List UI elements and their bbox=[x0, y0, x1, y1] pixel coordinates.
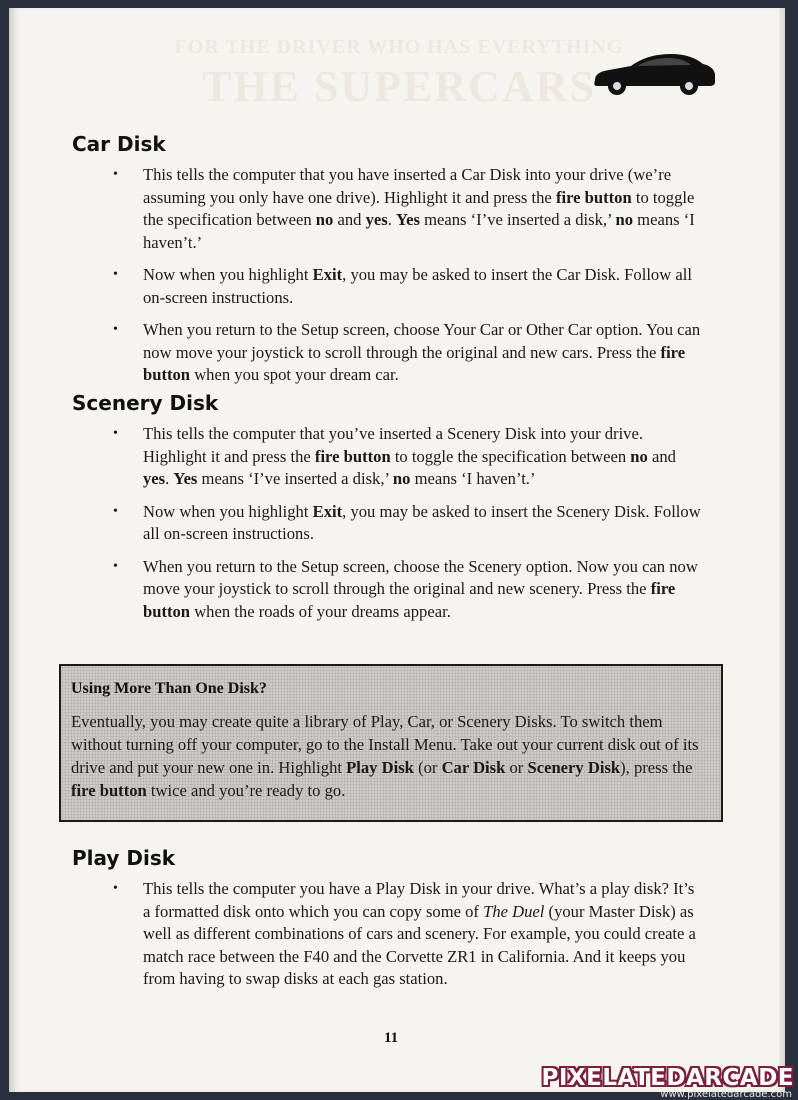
emphasis-text: no bbox=[315, 210, 334, 229]
manual-page bbox=[9, 8, 785, 1092]
emphasis-text: no bbox=[630, 446, 648, 466]
car-disk-heading: Car Disk bbox=[72, 132, 166, 156]
watermark-logo: PIXELATEDARCADE bbox=[541, 1065, 794, 1091]
bullet-text: This tells the computer that you have inserted a Car Disk into your drive (we’re assuming you only have one drive). Highlight it and press the fire button to toggle the specification between no and yes. Yes means ‘I’ve inserted a disk,’ no means ‘I haven’t.’ bbox=[143, 165, 695, 252]
callout-title: Using More Than One Disk? bbox=[71, 680, 267, 697]
emphasis-text: yes bbox=[365, 210, 388, 229]
play-disk-heading: Play Disk bbox=[72, 846, 176, 870]
car-disk-list bbox=[113, 164, 703, 387]
emphasis-text: fire button bbox=[143, 579, 676, 621]
emphasis-text: Exit bbox=[312, 265, 343, 284]
list-item: • This tells the computer that you have inserted a Car Disk into your drive (we’re assuming you only have one drive). Highlight it and press the fire button to toggle the specification between no and yes. Yes means ‘I’ve inserted a disk,’ no means ‘I haven’t.’ bbox=[113, 165, 695, 252]
emphasis-text: no bbox=[615, 210, 634, 229]
bullet-text: Now when you highlight Exit, you may be asked to insert the Car Disk. Follow all on-screen instructions. bbox=[143, 265, 692, 307]
emphasis-text: Play Disk bbox=[346, 758, 414, 777]
emphasis-text: fire button bbox=[71, 781, 147, 800]
emphasis-text: Yes bbox=[173, 469, 198, 488]
emphasis-text: no bbox=[392, 469, 411, 488]
bullet-text: This tells the computer that you’ve inserted a Scenery Disk into your drive. Highlight it and press the fire button to toggle the specification between no and yes. Yes means ‘I’ve inserted a disk,’ no means ‘I haven’t.’ bbox=[143, 424, 676, 488]
bullet-text: This tells the computer you have a Play Disk in your drive. What’s a play disk? It’s a formatted disk onto which you can copy some of The Duel (your Master Disk) as well as different combinations of cars and scenery. For example, you could create a match race between the F40 and the Corvette ZR1 in California. And it keeps you from having to swap disks at each gas station. bbox=[143, 879, 696, 988]
supercar-icon bbox=[587, 48, 719, 100]
bullet-text: Now when you highlight Exit, you may be asked to insert the Scenery Disk. Follow all on-screen instructions. bbox=[143, 501, 701, 543]
emphasis-text: Exit bbox=[312, 501, 343, 521]
scenery-disk-heading: Scenery Disk bbox=[72, 391, 219, 415]
multiple-disks-callout bbox=[59, 664, 723, 822]
list-item: • Now when you highlight Exit, you may be asked to insert the Scenery Disk. Follow all on-screen instructions. bbox=[113, 501, 701, 543]
emphasis-text: The Duel bbox=[483, 901, 545, 921]
list-item: • This tells the computer that you’ve inserted a Scenery Disk into your drive. Highlight it and press the fire button to toggle the specification between no and yes. Yes means ‘I’ve inserted a disk,’ no means ‘I haven’t.’ bbox=[113, 424, 676, 488]
emphasis-text: yes bbox=[143, 469, 166, 488]
emphasis-text: Yes bbox=[396, 210, 420, 229]
emphasis-text: Car Disk bbox=[441, 758, 506, 777]
callout-body: Eventually, you may create quite a library of Play, Car, or Scenery Disks. To switch them without turning off your computer, go to the Install Menu. Take out your current disk out of its drive and put your new one in. Highlight Play Disk (or Car Disk or Scenery Disk), press the fire button twice and you’re ready to go. bbox=[71, 712, 699, 800]
watermark-url: www.pixelatedarcade.com bbox=[660, 1089, 792, 1100]
bullet-text: When you return to the Setup screen, choose Your Car or Other Car option. You can now move your joystick to scroll through the original and new cars. Press the fire button when you spot your dream car. bbox=[143, 320, 701, 384]
page-edge bbox=[779, 8, 785, 1092]
play-disk-list bbox=[113, 878, 703, 991]
list-item: • Now when you highlight Exit, you may be asked to insert the Car Disk. Follow all on-screen instructions. bbox=[113, 265, 692, 307]
scenery-disk-list bbox=[113, 423, 703, 623]
bleed-line-1: FOR THE DRIVER WHO HAS EVERYTHING bbox=[174, 36, 624, 58]
list-item: • This tells the computer you have a Play Disk in your drive. What’s a play disk? It’s a formatted disk onto which you can copy some of The Duel (your Master Disk) as well as different combinations of cars and scenery. For example, you could create a match race between the F40 and the Corvette ZR1 in California. And it keeps you from having to swap disks at each gas station. bbox=[113, 879, 696, 988]
watermark bbox=[541, 1065, 798, 1100]
list-item: • When you return to the Setup screen, choose Your Car or Other Car option. You can now move your joystick to scroll through the original and new cars. Press the fire button when you spot your dream car. bbox=[113, 320, 701, 384]
emphasis-text: Scenery Disk bbox=[527, 758, 621, 777]
bleed-through-title bbox=[139, 36, 659, 112]
list-item: • When you return to the Setup screen, choose the Scenery option. Now you can now move your joystick to scroll through the original and new scenery. Press the fire button when the roads of your dreams appear. bbox=[113, 556, 698, 621]
emphasis-text: fire button bbox=[143, 342, 686, 384]
page-number: 11 bbox=[384, 1030, 399, 1046]
emphasis-text: fire button bbox=[555, 187, 632, 207]
bleed-line-2: THE SUPERCARS bbox=[202, 62, 596, 111]
bullet-text: When you return to the Setup screen, choose the Scenery option. Now you can now move your joystick to scroll through the original and new scenery. Press the fire button when the roads of your dreams appear. bbox=[143, 556, 698, 621]
emphasis-text: fire button bbox=[314, 446, 391, 466]
